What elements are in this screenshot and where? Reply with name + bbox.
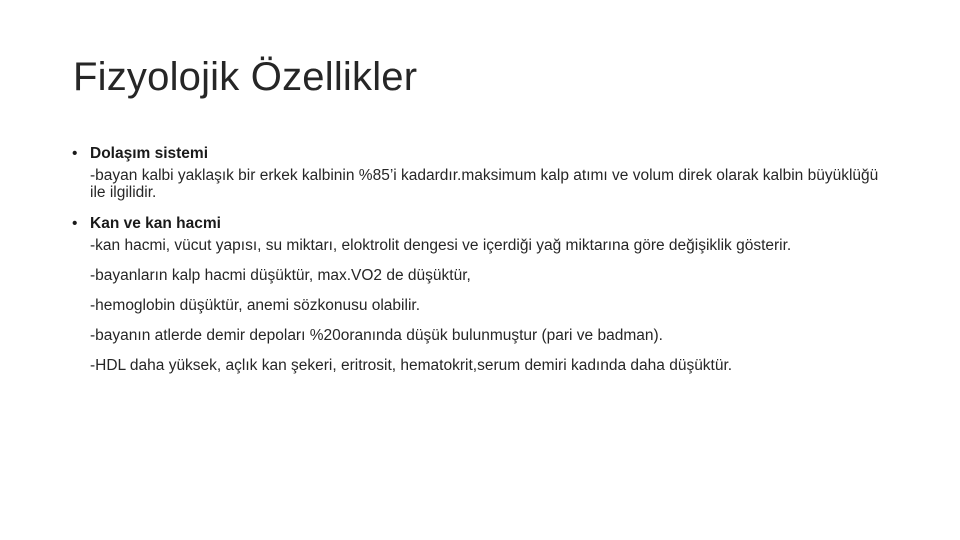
- bullet-subline: -hemoglobin düşüktür, anemi sözkonusu olabilir.: [90, 297, 420, 314]
- bullet-heading-circulatory-system: [72, 145, 892, 162]
- bullet-dot-icon: •: [72, 215, 78, 232]
- bullet-subline: -bayanın atlerde demir depoları %20oranında düşük bulunmuştur (pari ve badman).: [90, 327, 663, 344]
- slide-content: [72, 145, 892, 387]
- bullet-dot-icon: •: [72, 145, 78, 162]
- bullet-heading-blood-volume: [72, 215, 892, 232]
- bullet-subline: -HDL daha yüksek, açlık kan şekeri, eritrosit, hematokrit,serum demiri kadında daha düşüktür.: [90, 357, 733, 374]
- bullet-heading-text: Dolaşım sistemi: [90, 145, 209, 162]
- bullet-heading-text: Kan ve kan hacmi: [90, 215, 221, 232]
- bullet-subline: -bayan kalbi yaklaşık bir erkek kalbinin %85’i kadardır.maksimum kalp atımı ve volum direk olarak kalbin büyüklüğü ile ilgilidir.: [90, 167, 879, 201]
- bullet-subline: -kan hacmi, vücut yapısı, su miktarı, eloktrolit dengesi ve içerdiği yağ miktarına göre değişiklik gösterir.: [90, 237, 792, 254]
- slide-title: Fizyolojik Özellikler: [73, 55, 418, 99]
- bullet-subline: -bayanların kalp hacmi düşüktür, max.VO2 de düşüktür,: [90, 267, 471, 284]
- bullet-sublines: [72, 237, 892, 374]
